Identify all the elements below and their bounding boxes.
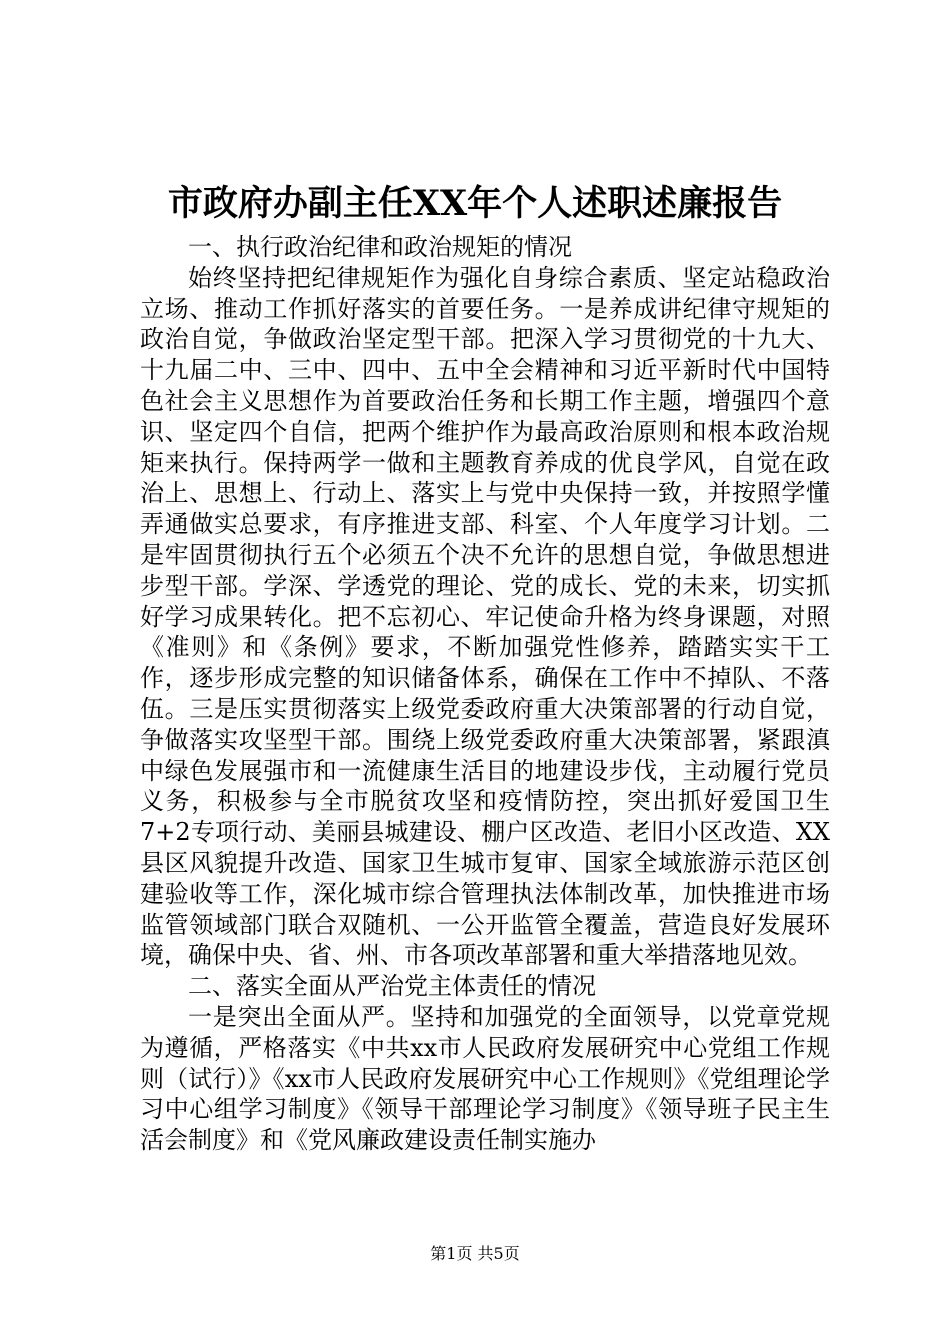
section-heading-2: 二、落实全面从严治党主体责任的情况 [188, 972, 596, 1001]
page-number-footer: 第1页 共5页 [430, 1244, 520, 1263]
body-paragraph-2: 一是突出全面从严。坚持和加强党的全面领导，以党章党规为遵循，严格落实《中共xx市人民政府发展研究中心党组工作规则（试行）》《xx市人民政府发展研究中心工作规则》《党组理论学习中心组学习制度》《领导干部理论学习制度》《领导班子民主生活会制度》和《党风廉政建设责任制实施办 [140, 1002, 830, 1155]
document-title: 市政府办副主任XX年个人述职述廉报告 [167, 183, 783, 224]
document-body [140, 232, 830, 1156]
section-heading-1: 一、执行政治纪律和政治规矩的情况 [188, 233, 572, 261]
body-paragraph-1: 始终坚持把纪律规矩作为强化自身综合素质、坚定站稳政治立场、推动工作抓好落实的首要任务。一是养成讲纪律守规矩的政治自觉，争做政治坚定型干部。把深入学习贯彻党的十九大、十九届二中、三中、四中、五中全会精神和习近平新时代中国特色社会主义思想作为首要政治任务和长期工作主题，增强四个意识、坚定四个自信，把两个维护作为最高政治原则和根本政治规矩来执行。保持两学一做和主题教育养成的优良学风，自觉在政治上、思想上、行动上、落实上与党中央保持一致，并按照学懂弄通做实总要求，有序推进支部、科室、个人年度学习计划。二是牢固贯彻执行五个必须五个决不允许的思想自觉，争做思想进步型干部。学深、学透党的理论、党的成长、党的未来，切实抓好学习成果转化。把不忘初心、牢记使命升格为终身课题，对照《准则》和《条例》要求，不断加强党性修养，踏踏实实干工作，逐步形成完整的知识储备体系，确保在工作中不掉队、不落伍。三是压实贯彻落实上级党委政府重大决策部署的行动自觉，争做落实攻坚型干部。围绕上级党委政府重大决策部署，紧跟滇中绿色发展强市和一流健康生活目的地建设步伐，主动履行党员义务，积极参与全市脱贫攻坚和疫情防控，突出抓好爱国卫生7+2专项行动、美丽县城建设、棚户区改造、老旧小区改造、XX县区风貌提升改造、国家卫生城市复审、国家全域旅游示范区创建验收等工作，深化城市综合管理执法体制改革，加快推进市场监管领域部门联合双随机、一公开监管全覆盖，营造良好发展环境，确保中央、省、州、市各项改革部署和重大举措落地见效。 [140, 263, 830, 970]
